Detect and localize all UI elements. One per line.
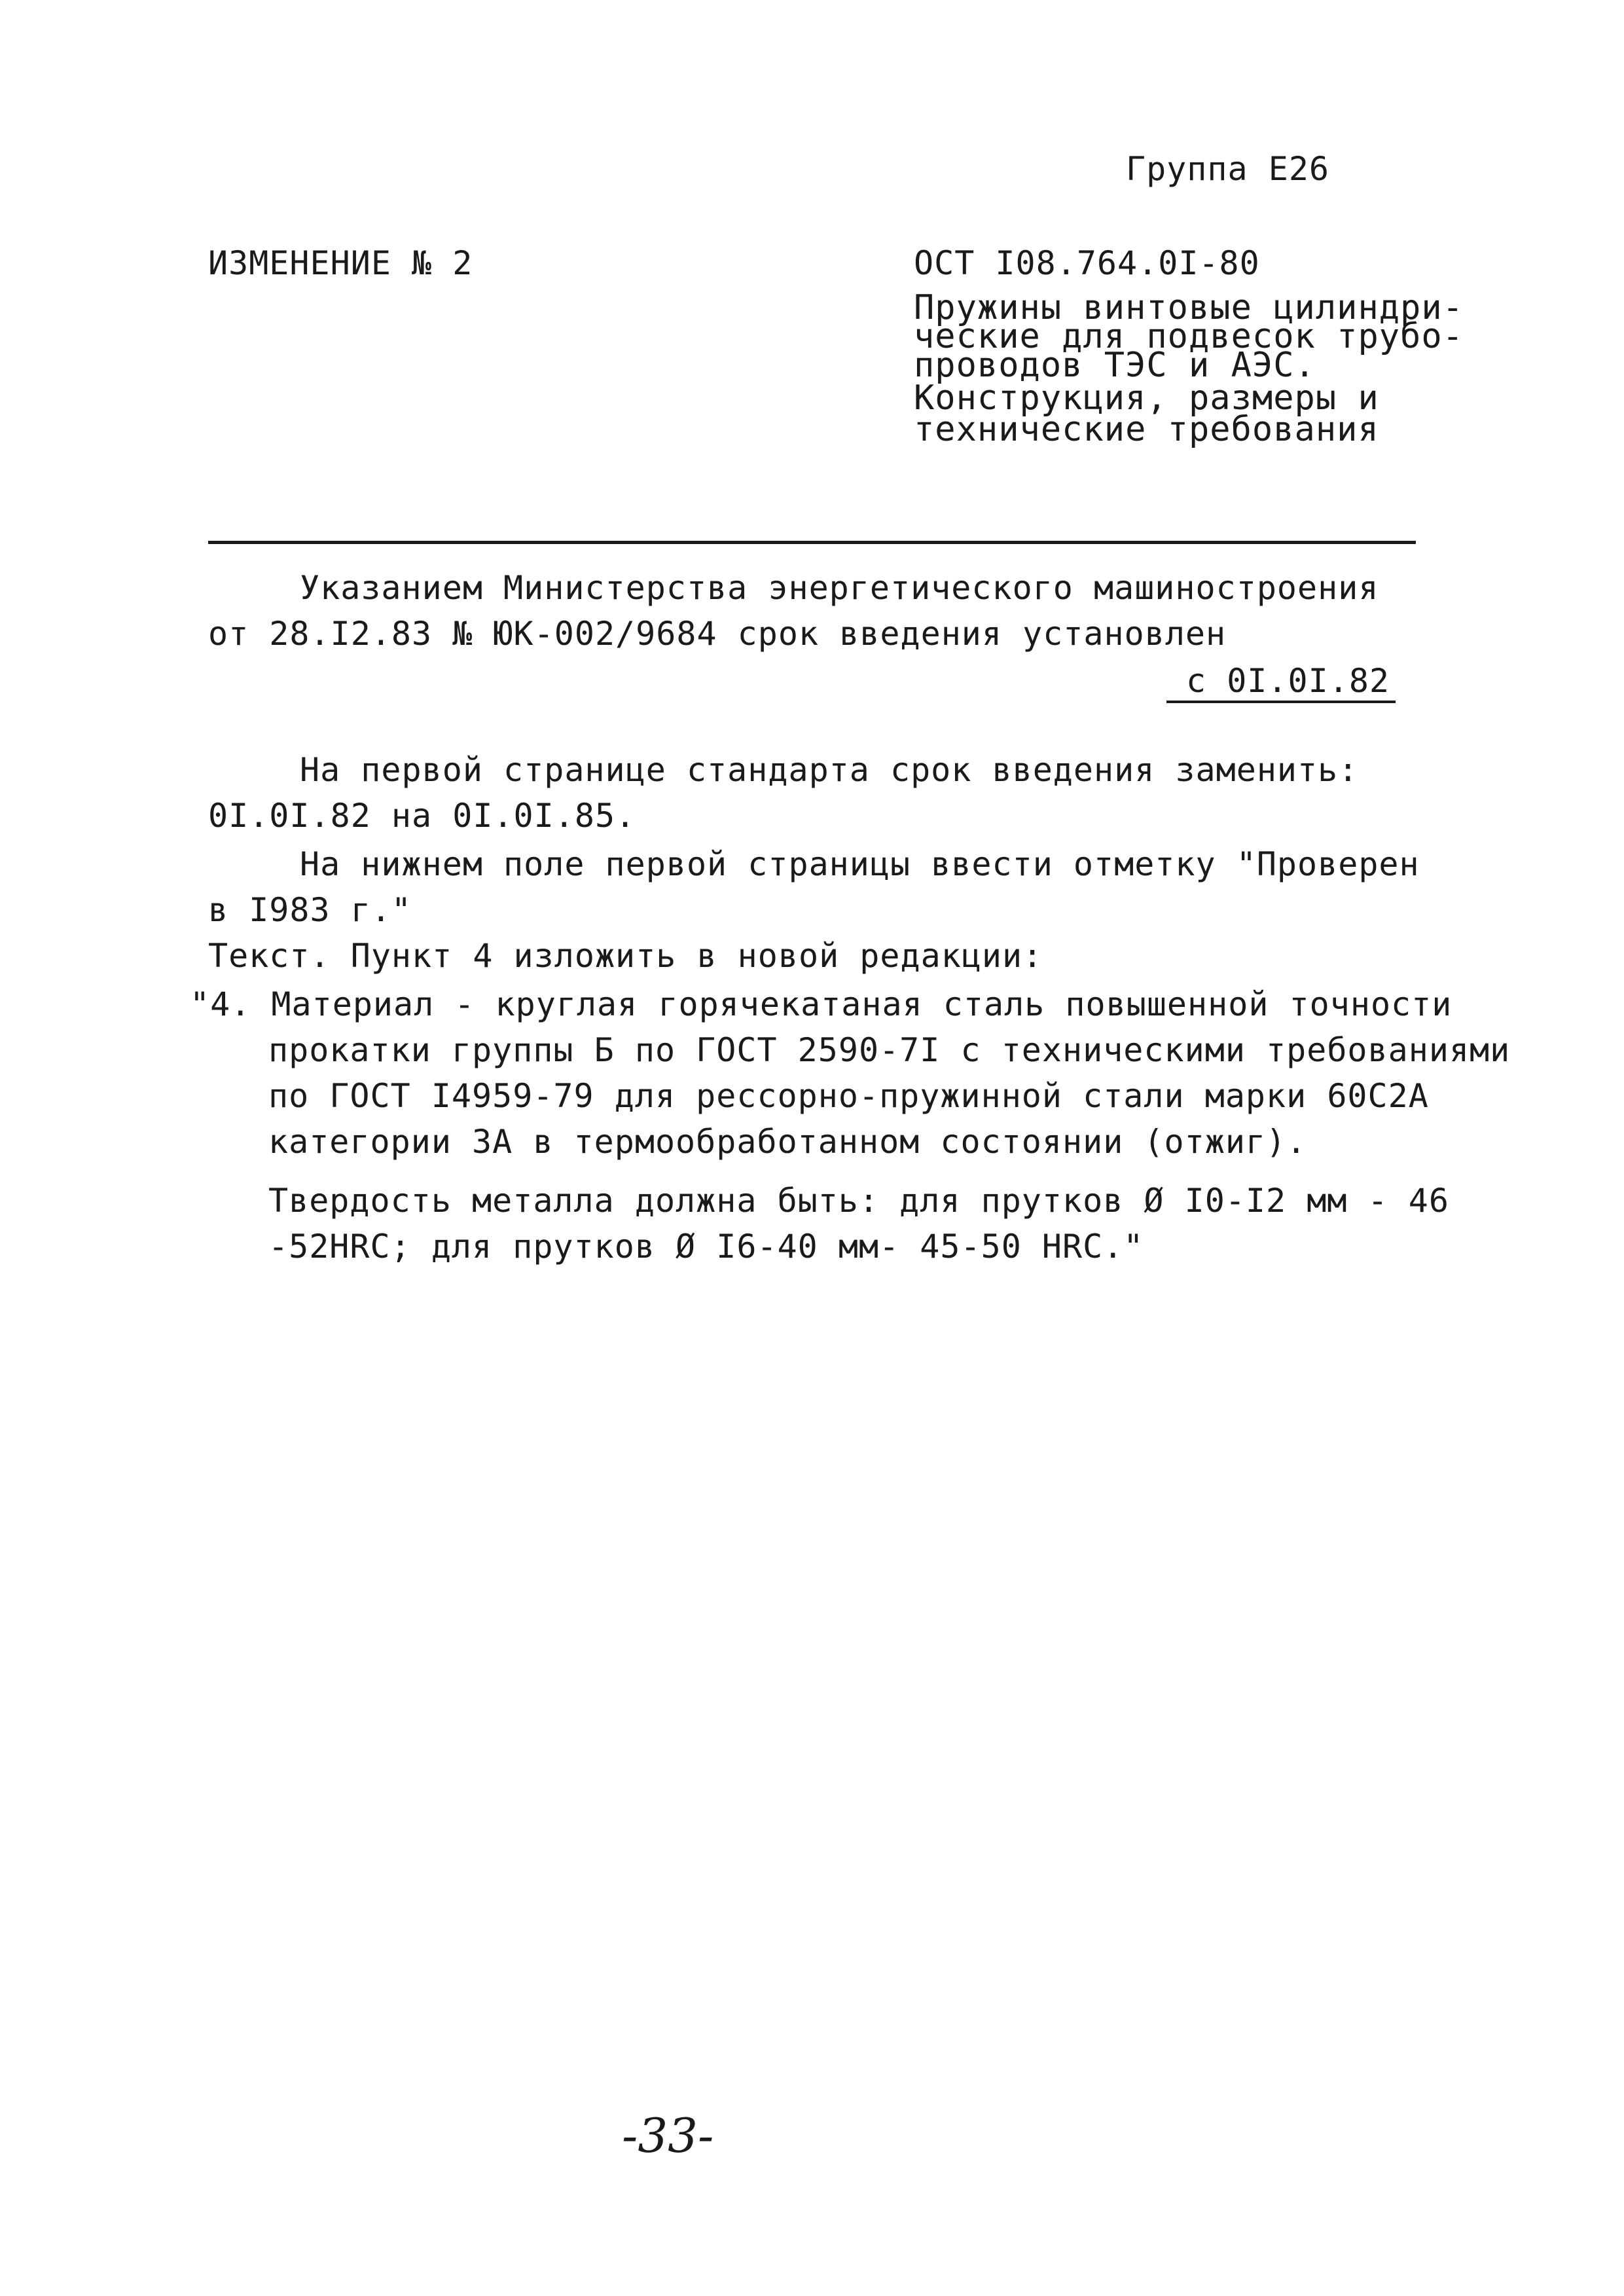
change-number: ИЗМЕНЕНИЕ № 2 — [208, 244, 473, 282]
item-4-line-4: категории 3А в термообработанном состоянии (отжиг). — [268, 1123, 1307, 1161]
item-4-line-1: "4. Материал - круглая горячекатаная сталь повышенной точности — [190, 985, 1453, 1023]
date-underline — [1166, 701, 1396, 703]
standard-title-line-2: ческие для подвесок трубо- — [914, 317, 1464, 356]
standard-title-line-5: технические требования — [914, 410, 1379, 449]
standard-title-line-3: проводов ТЭС и АЭС. — [914, 346, 1316, 385]
page-number: -33- — [622, 2108, 714, 2163]
hardness-line-2: -52HRC; для прутков Ø I6-40 мм- 45-50 HRC." — [268, 1228, 1144, 1266]
paragraph-1-line-1: На первой странице стандарта срок введения заменить: — [300, 751, 1359, 789]
item-4-line-2: прокатки группы Б по ГОСТ 2590-7I с техническими требованиями — [268, 1031, 1511, 1069]
group-code: Группа Е26 — [1126, 150, 1330, 188]
paragraph-1-line-2: 0I.0I.82 на 0I.0I.85. — [208, 797, 636, 835]
standard-title-line-1: Пружины винтовые цилиндри- — [914, 288, 1464, 327]
hardness-line-1: Твердость металла должна быть: для прутков Ø I0-I2 мм - 46 — [268, 1182, 1449, 1220]
paragraph-2-line-2: в I983 г." — [208, 891, 412, 929]
standard-title-line-4: Конструкция, размеры и — [914, 378, 1379, 418]
intro-effective-date: с 0I.0I.82 — [1186, 662, 1390, 700]
intro-line-2: от 28.I2.83 № ЮК-002/9684 срок введения установлен — [208, 615, 1227, 653]
paragraph-3: Текст. Пункт 4 изложить в новой редакции: — [208, 937, 1043, 975]
item-4-line-3: по ГОСТ I4959-79 для рессорно-пружинной стали марки 60С2А — [268, 1077, 1429, 1115]
standard-number: ОСТ I08.764.0I-80 — [914, 244, 1260, 282]
paragraph-2-line-1: На нижнем поле первой страницы ввести отметку "Проверен — [300, 845, 1420, 883]
intro-line-1: Указанием Министерства энергетического машиностроения — [300, 569, 1379, 607]
header-divider — [208, 541, 1416, 544]
